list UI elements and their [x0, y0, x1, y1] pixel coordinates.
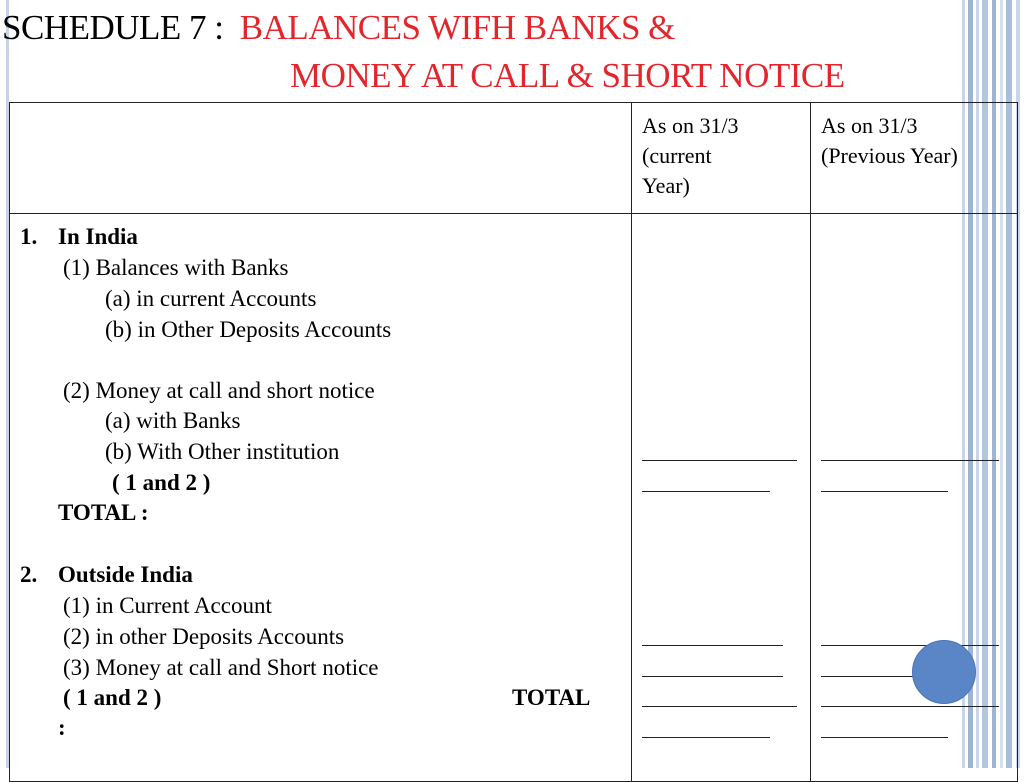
schedule-table: [9, 102, 1018, 782]
blank-current-1: [642, 460, 797, 461]
header-current-line3: Year): [642, 173, 690, 198]
section2-title: Outside India: [58, 562, 193, 587]
blank-current-2: [642, 491, 770, 492]
schedule-title-line2: MONEY AT CALL & SHORT NOTICE: [290, 56, 845, 95]
blank-previous-3: [821, 645, 999, 646]
blank-previous-5: [821, 706, 999, 707]
section1-item1: (1) Balances with Banks: [63, 255, 289, 280]
section2-item2: (2) in other Deposits Accounts: [63, 624, 345, 649]
header-current-line1: As on 31/3: [642, 113, 739, 138]
header-current-line2: (current: [642, 143, 712, 168]
section2-number: 2.: [20, 562, 38, 587]
section2-total-label: TOTAL: [512, 685, 591, 710]
table-body-row: [10, 214, 1018, 782]
section1-total-label: TOTAL :: [58, 500, 149, 525]
header-previous-line2: (Previous Year): [821, 143, 958, 168]
blank-current-5: [642, 706, 797, 707]
section2-item1: (1) in Current Account: [63, 593, 272, 618]
blank-current-3: [642, 645, 783, 646]
schedule-title-line1: BALANCES WIFH BANKS &: [239, 8, 675, 47]
schedule-title: [2, 8, 675, 48]
current-year-values: [632, 214, 811, 782]
blank-previous-6: [821, 737, 948, 738]
header-particulars-cell: [10, 103, 632, 214]
header-current-year: [632, 103, 811, 214]
blank-current-4: [642, 676, 783, 677]
header-previous-year: [811, 103, 1018, 214]
section2-item3: (3) Money at call and Short notice: [63, 655, 379, 680]
schedule-label: SCHEDULE 7 :: [2, 8, 224, 47]
section1-item1b: (b) in Other Deposits Accounts: [105, 317, 392, 342]
table-header-row: [10, 103, 1018, 214]
blank-previous-2: [821, 491, 948, 492]
previous-year-values: [811, 214, 1018, 782]
section2-sum-label: ( 1 and 2 ): [63, 685, 162, 710]
blue-circle-marker: [912, 640, 976, 704]
header-previous-line1: As on 31/3: [821, 113, 918, 138]
blank-previous-1: [821, 460, 999, 461]
section1-item1a: (a) in current Accounts: [105, 286, 317, 311]
blank-current-6: [642, 737, 770, 738]
section1-item2a: (a) with Banks: [105, 408, 241, 433]
section1-title: In India: [58, 224, 138, 249]
section2-total-colon: :: [58, 715, 66, 740]
section1-sum-label: ( 1 and 2 ): [112, 470, 211, 495]
section1-item2: (2) Money at call and short notice: [63, 378, 375, 403]
section1-number: 1.: [20, 224, 38, 249]
particulars-cell: [10, 214, 632, 782]
section1-item2b: (b) With Other institution: [105, 439, 340, 464]
